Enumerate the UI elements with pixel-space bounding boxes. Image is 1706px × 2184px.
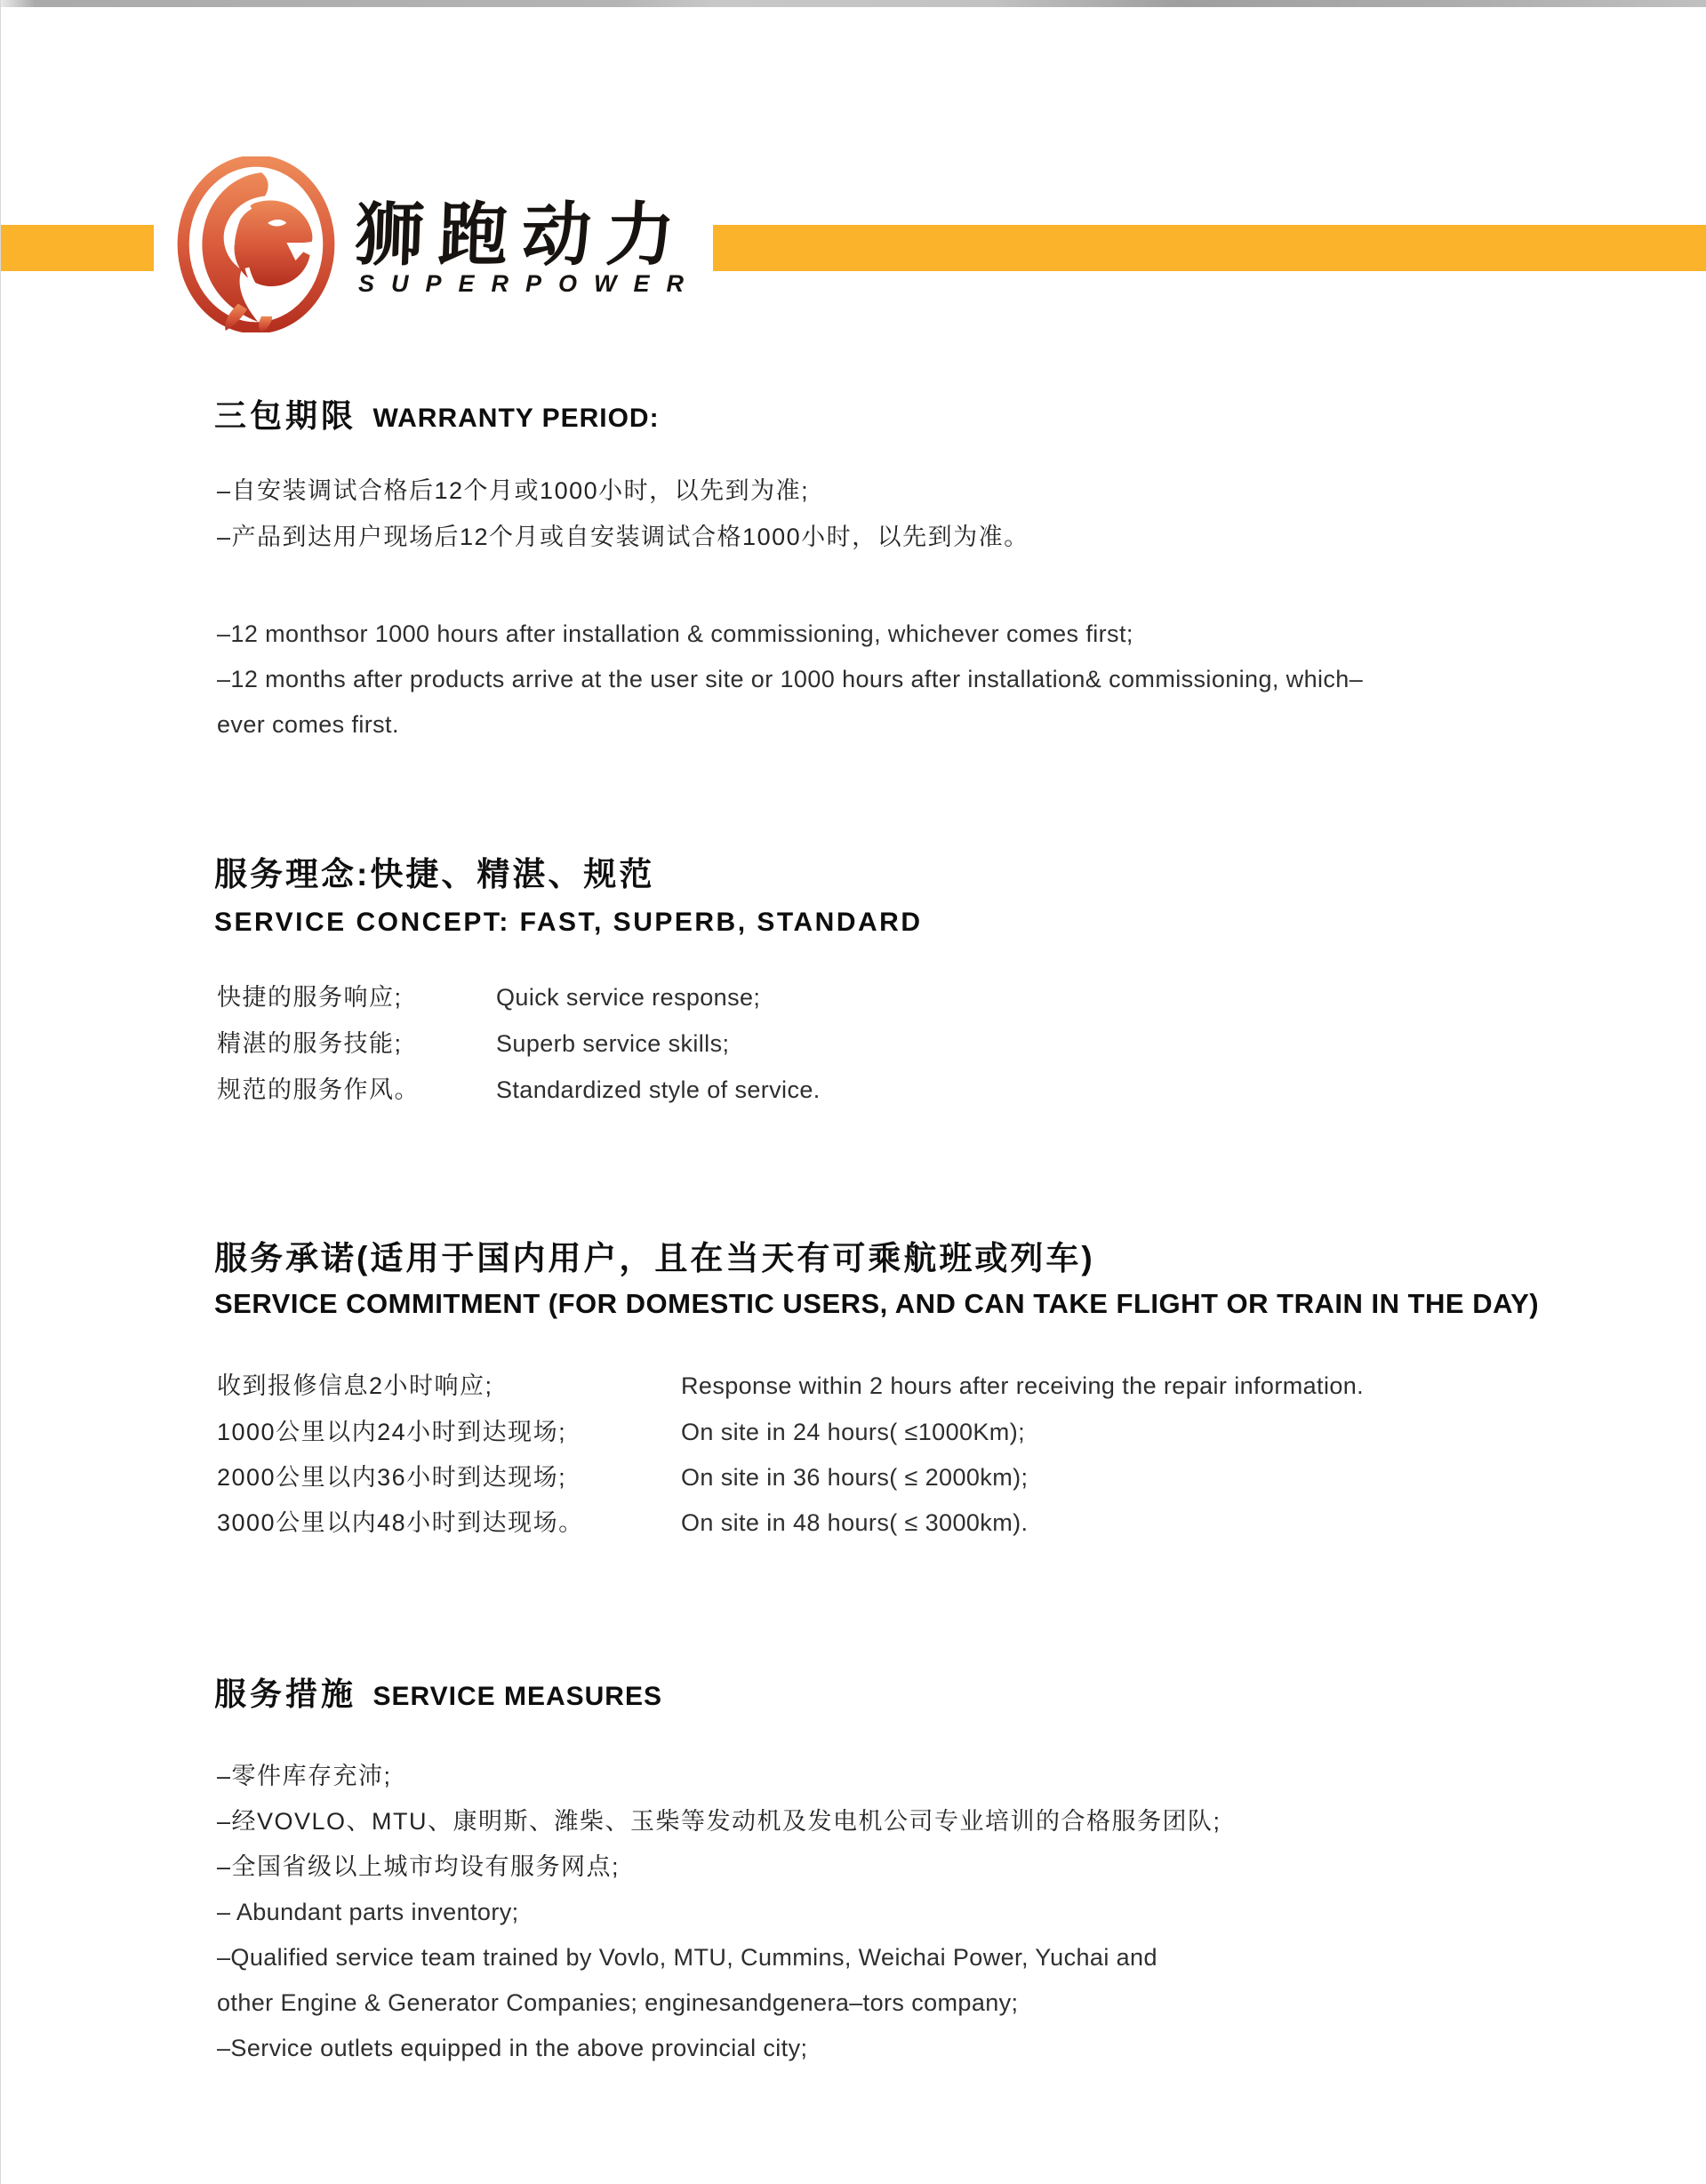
commitment-item-cn: 3000公里以内48小时到达现场。 [217, 1509, 584, 1536]
commitment-item-cn: 1000公里以内24小时到达现场; [217, 1419, 567, 1445]
warranty-heading-cn: 三包期限 [214, 397, 357, 434]
commitment-item-en: On site in 24 hours( ≤1000Km); [681, 1419, 1025, 1445]
concept-item-en: Quick service response; [496, 984, 761, 1011]
brand-name-cn: 狮跑动力 [353, 196, 691, 274]
measures-line: –零件库存充沛; [217, 1763, 392, 1789]
concept-item-cn: 规范的服务作风。 [217, 1076, 420, 1103]
concept-item-cn: 精湛的服务技能; [217, 1030, 403, 1057]
concept-item-cn: 快捷的服务响应; [217, 984, 403, 1011]
measures-line: –全国省级以上城市均设有服务网点; [217, 1853, 621, 1880]
measures-heading [214, 1669, 662, 1715]
measures-line: other Engine & Generator Companies; enginesandgenera–tors company; [217, 1989, 1019, 2016]
measures-line: –经VOVLO、MTU、康明斯、潍柴、玉柴等发动机及发电机公司专业培训的合格服务团队; [217, 1808, 1221, 1835]
brand-yellow-bar-left [1, 225, 154, 271]
brand-yellow-bar-right [713, 225, 1706, 271]
commitment-item-cn: 2000公里以内36小时到达现场; [217, 1464, 567, 1491]
measures-line: –Service outlets equipped in the above provincial city; [217, 2035, 808, 2061]
measures-line: –Qualified service team trained by Vovlo, MTU, Cummins, Weichai Power, Yuchai and [217, 1944, 1157, 1971]
commitment-heading-cn: 服务承诺(适用于国内用户，且在当天有可乘航班或列车) [214, 1240, 1095, 1276]
concept-heading-en: SERVICE CONCEPT: FAST, SUPERB, STANDARD [214, 908, 923, 937]
lion-logo-icon [175, 156, 337, 332]
concept-item-en: Superb service skills; [496, 1030, 730, 1057]
warranty-en-line: –12 months after products arrive at the user site or 1000 hours after installation& commissioning, which– [217, 666, 1364, 692]
commitment-heading-en: SERVICE COMMITMENT (FOR DOMESTIC USERS, AND CAN TAKE FLIGHT OR TRAIN IN THE DAY) [214, 1288, 1540, 1319]
warranty-en-line: –12 monthsor 1000 hours after installation & commissioning, whichever comes first; [217, 620, 1133, 647]
warranty-heading-en: WARRANTY PERIOD: [372, 404, 660, 433]
warranty-cn-line: –产品到达用户现场后12个月或自安装调试合格1000小时，以先到为准。 [217, 524, 1029, 550]
concept-item-en: Standardized style of service. [496, 1076, 821, 1103]
measures-heading-en: SERVICE MEASURES [372, 1682, 662, 1711]
scan-top-edge [1, 0, 1706, 7]
brand-name-en: SUPERPOWER [358, 270, 701, 297]
warranty-cn-line: –自安装调试合格后12个月或1000小时，以先到为准; [217, 477, 810, 504]
commitment-item-en: Response within 2 hours after receiving the repair information. [681, 1372, 1365, 1399]
measures-heading-cn: 服务措施 [214, 1676, 357, 1712]
commitment-item-cn: 收到报修信息2小时响应; [217, 1372, 493, 1399]
measures-line: – Abundant parts inventory; [217, 1899, 519, 1925]
warranty-heading [214, 391, 660, 436]
warranty-en-line: ever comes first. [217, 711, 399, 738]
commitment-item-en: On site in 36 hours( ≤ 2000km); [681, 1464, 1029, 1491]
concept-heading-cn: 服务理念:快捷、精湛、规范 [214, 856, 655, 892]
commitment-item-en: On site in 48 hours( ≤ 3000km). [681, 1509, 1029, 1536]
